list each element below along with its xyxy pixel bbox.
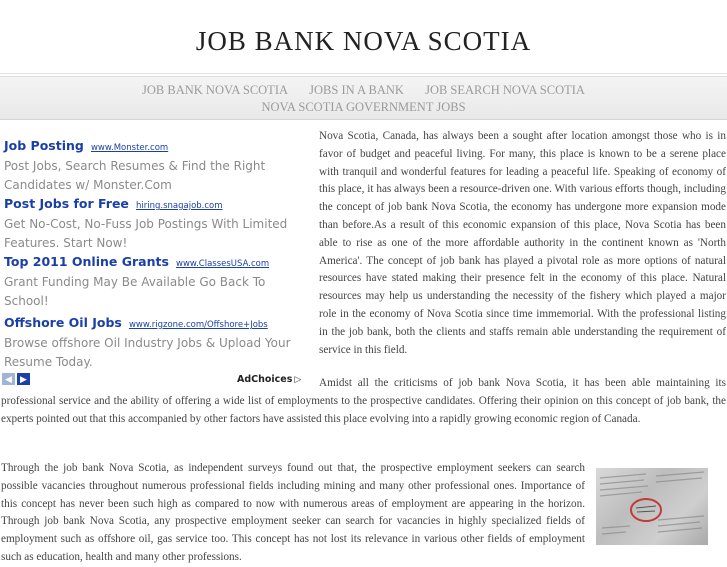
- adchoices-icon: ▷: [294, 375, 302, 385]
- nav-row-1: [0, 83, 727, 98]
- ad-url-link[interactable]: hiring.snagajob.com: [136, 201, 223, 211]
- nav-link-job-search-nova-scotia[interactable]: JOB SEARCH NOVA SCOTIA: [425, 83, 585, 97]
- ad-item[interactable]: [4, 313, 294, 372]
- ad-item[interactable]: [4, 252, 294, 311]
- header-divider: [0, 73, 727, 74]
- ad-description: Browse offshore Oil Industry Jobs & Upload Your Resume Today.: [4, 336, 291, 369]
- nav-link-job-bank-nova-scotia[interactable]: JOB BANK NOVA SCOTIA: [142, 83, 289, 97]
- site-title: JOB BANK NOVA SCOTIA: [195, 26, 532, 56]
- ad-next-button[interactable]: ▶: [17, 373, 30, 385]
- ad-title-link[interactable]: Top 2011 Online Grants: [4, 254, 169, 269]
- newspaper-photo-graphic: [596, 468, 708, 545]
- ad-description: Post Jobs, Search Resumes & Find the Right Candidates w/ Monster.Com: [4, 159, 266, 192]
- article-paragraph-2: Amidst all the criticisms of job bank Nova Scotia, it has been able maintaining its professional service and the ability of offering a wide list of employments to the prospective candidates. Offering their opinion on this concept of job bank, the experts pointed out that this accompanied by other factors have assisted this place evolving into a rapidly growing economic region of Canada.: [1, 377, 726, 425]
- ad-prev-button[interactable]: ◀: [2, 373, 15, 385]
- article-paragraph-1: Nova Scotia, Canada, has always been a sought after location amongst those who is in favor of budget and peaceful living. For many, this place is known to be a serene place with tranquil and wonderful features for leading a peaceful life. Speaking of economy of this place, it has always been a resource-driven one. With various efforts though, including the concept of job bank Nova Scotia, the economy has undergone more expansion mode than before.As a result of this economic expansion of this place, Nova Scotia has been able to rise as one of the more affordable authority in the continent known as 'North America'. The concept of job bank has played a pivotal role as more options of natural resources have stated making their presence felt in the economy of this place. Natural resources may help us understanding the necessity of the fishery which played a major role in the economy of Nova Scotia since time immemorial. With the professional listing in the job bank, both the clients and staffs remain able understanding the requirement of service in this field.: [319, 130, 726, 356]
- main-navigation: [0, 76, 727, 120]
- ad-description: Grant Funding May Be Available Go Back To School!: [4, 275, 266, 308]
- ad-title-link[interactable]: Offshore Oil Jobs: [4, 315, 122, 330]
- ad-title-link[interactable]: Job Posting: [4, 138, 84, 153]
- ad-url-link[interactable]: www.Monster.com: [90, 143, 169, 153]
- ad-description: Get No-Cost, No-Fuss Job Postings With Limited Features. Start Now!: [4, 217, 288, 250]
- ad-url-link[interactable]: www.rigzone.com/Offshore+Jobs: [128, 320, 268, 330]
- nav-link-jobs-in-a-bank[interactable]: JOBS IN A BANK: [309, 83, 404, 97]
- nav-link-nova-scotia-government-jobs[interactable]: NOVA SCOTIA GOVERNMENT JOBS: [261, 100, 466, 114]
- ad-url-link[interactable]: www.ClassesUSA.com: [176, 259, 270, 269]
- newspaper-job-ads-image: [596, 468, 708, 545]
- ad-title-link[interactable]: Post Jobs for Free: [4, 196, 129, 211]
- nav-row-2: [0, 100, 727, 115]
- article-paragraph-3: Through the job bank Nova Scotia, as independent surveys found out that, the prospective employment seekers can search possible vacancies throughout numerous professional fields including mining and many other professional ones. Importance of this concept has never been such high as compared to now with numerous areas of employment are appearing in the horizon. Through job bank Nova Scotia, any prospective employment seeker can search for vacancies in highly specialized fields of employment such as offshore oil, gas service too. This concept has not lost its relevance in various other fields of employment such as education, health and many other professions.: [1, 462, 585, 563]
- ad-item[interactable]: [4, 194, 294, 253]
- adchoices-label: AdChoices: [237, 374, 293, 385]
- ad-item[interactable]: [4, 136, 294, 195]
